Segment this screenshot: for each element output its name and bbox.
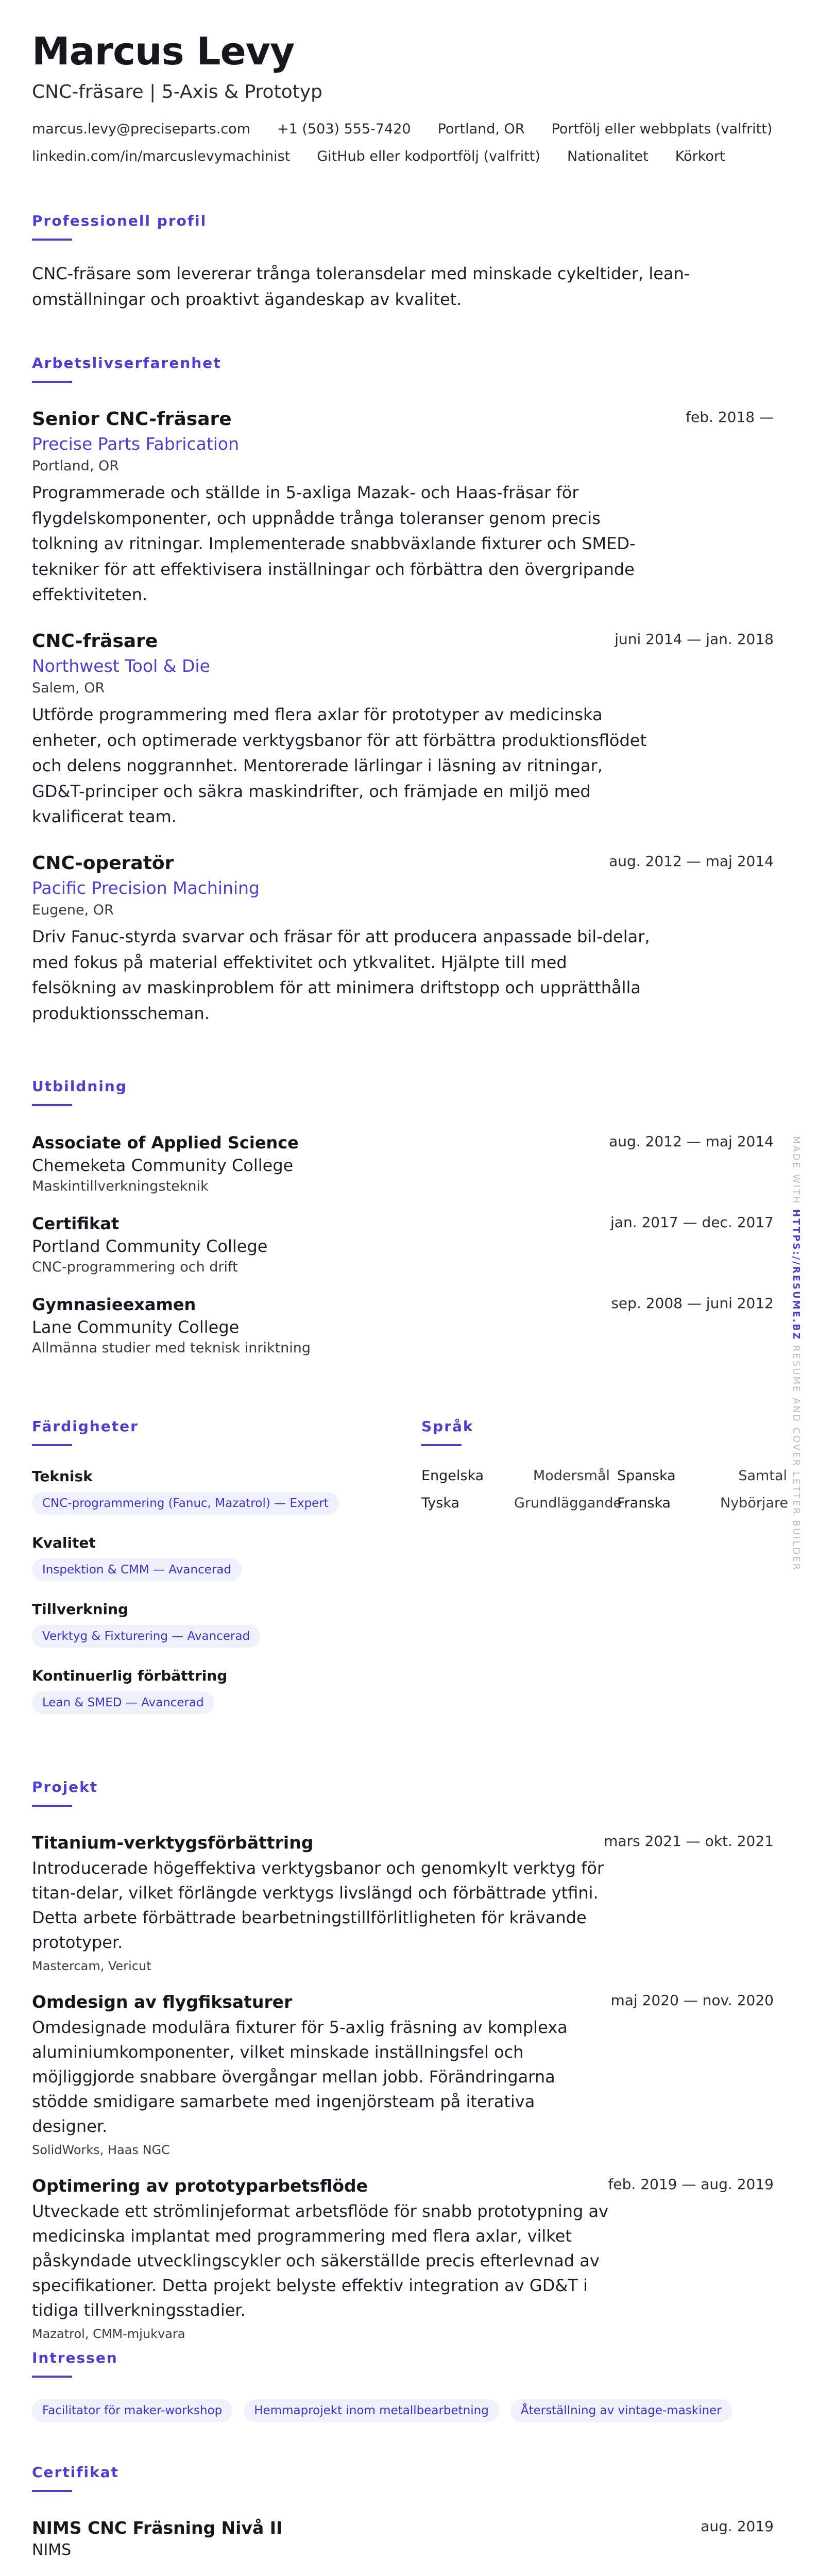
education-school: Portland Community College [32,1236,268,1256]
job-dates: aug. 2012 — maj 2014 [609,852,774,870]
resume-page [32,29,789,2559]
education-section [32,1078,774,1356]
education-dates: jan. 2017 — dec. 2017 [610,1214,774,1231]
project-description: Utveckade ett strömlinjeformat arbetsflöde för snabb prototypning av medicinska implantat med programmering med flera axlar, vilket påskyndade utvecklingscykler och säkerställde precis efterlevnad av specifikationer. Detta projekt belyste effektiv integration av GD&T i tidiga tillverkningsstadier. [32,2201,609,2320]
section-title-certificates: Certifikat [32,2464,120,2481]
section-divider [32,2376,72,2378]
section-title-skills: Färdigheter [32,1418,139,1435]
project-tech: Mazatrol, CMM-mjukvara [32,2327,185,2341]
skill-pill: Lean & SMED — Avancerad [32,1691,214,1714]
interests-section [32,2349,774,2422]
skill-group [32,1468,403,1515]
job-title: Senior CNC-fräsare [32,409,232,430]
interests-list [32,2399,774,2422]
languages-section [421,1418,789,1511]
project-description: Omdesignade modulära fixturer för 5-axlig fräsning av komplexa aluminiumkomponenter, vilket minskade inställningsfel och möjliggjorde snabbare övergångar mellan jobb. Förändringarna stödde smidigare samarbete med ingenjörsteam på iterativa designer. [32,2018,568,2136]
watermark-link[interactable]: HTTPS://RESUME.BZ [791,1209,802,1341]
section-title-education: Utbildning [32,1078,127,1095]
certificate-issuer: NIMS [32,2541,72,2559]
skill-category: Kvalitet [32,1534,96,1551]
contact-drivers-license: Körkort [675,148,725,164]
contact-info [32,121,774,164]
section-divider [32,1805,72,1807]
certificate-name: NIMS CNC Fräsning Nivå II [32,2518,283,2538]
contact-nationality: Nationalitet [567,148,649,164]
education-entry [32,1295,774,1356]
project-entry [32,1992,774,2157]
builder-watermark [791,1136,802,1571]
section-title-interests: Intressen [32,2349,118,2366]
job-title: CNC-fräsare [32,630,158,652]
project-name: Optimering av prototyparbetsflöde [32,2176,368,2196]
job-location: Salem, OR [32,680,105,696]
project-description: Introducerade högeffektiva verktygsbanor och genomkylt verktyg för titan-delar, vilket förlängde verktygs livslängd och förbättrade ytfini. Detta arbete förbättrade bearbetningstillförlitligheten för krävande prototyper. [32,1858,604,1952]
experience-entry [32,853,774,1026]
interest-pill: Facilitator för maker-workshop [32,2399,232,2422]
project-dates: mars 2021 — okt. 2021 [604,1833,774,1850]
contact-github[interactable]: GitHub eller kodportfölj (valfritt) [317,148,540,164]
experience-entry [32,631,774,830]
skill-pill: Inspektion & CMM — Avancerad [32,1558,242,1581]
education-degree: Associate of Applied Science [32,1133,299,1153]
candidate-name: Marcus Levy [32,29,295,74]
contact-email[interactable]: marcus.levy@preciseparts.com [32,121,250,137]
education-entry [32,1133,774,1194]
certificates-section [32,2464,774,2559]
section-divider [32,381,72,383]
watermark-prefix: MADE WITH [791,1136,802,1205]
education-school: Chemeketa Community College [32,1156,294,1175]
language-level: Modersmål [533,1468,610,1484]
job-location: Eugene, OR [32,902,114,918]
language-name: Engelska [421,1468,484,1484]
language-name: Franska [617,1495,671,1511]
job-dates: feb. 2018 — [686,409,774,426]
contact-portfolio[interactable]: Portfölj eller webbplats (valfritt) [551,121,773,137]
education-field: Allmänna studier med teknisk inriktning [32,1340,311,1356]
project-tech: SolidWorks, Haas NGC [32,2143,170,2157]
education-dates: sep. 2008 — juni 2012 [611,1295,774,1312]
experience-section [32,354,774,1026]
profile-text: CNC-fräsare som levererar trånga toleransdelar med minskade cykeltider, lean-omställningar och proaktivt ägandeskap av kvalitet. [32,264,690,309]
projects-section [32,1778,774,2341]
job-company: Precise Parts Fabrication [32,434,240,454]
project-entry [32,1833,774,1973]
experience-entry [32,409,774,608]
certificate-entry [32,2518,774,2559]
section-divider [32,1444,72,1446]
job-dates: juni 2014 — jan. 2018 [615,630,774,648]
languages-list [421,1468,789,1511]
skill-group [32,1601,403,1648]
job-description: Driv Fanuc-styrda svarvar och fräsar för att producera anpassade bil-delar, med fokus på material effektivitet och ytkvalitet. Hjälpte till med felsökning av maskinproblem för att minimera driftstopp och upprätthålla produktionsscheman. [32,926,650,1023]
section-title-languages: Språk [421,1418,474,1435]
certificate-date: aug. 2019 [701,2518,774,2535]
skill-category: Tillverkning [32,1601,129,1618]
skill-category: Teknisk [32,1468,93,1485]
project-name: Omdesign av flygfiksaturer [32,1992,293,2012]
watermark-suffix: RESUME AND COVER LETTER BUILDER [791,1345,802,1572]
project-dates: feb. 2019 — aug. 2019 [608,2176,774,2193]
education-degree: Certifikat [32,1214,120,1233]
skill-group [32,1667,403,1714]
contact-location: Portland, OR [437,121,525,137]
language-level: Nybörjare [720,1495,789,1511]
skill-category: Kontinuerlig förbättring [32,1667,228,1684]
section-title-experience: Arbetslivserfarenhet [32,354,221,371]
language-level: Samtal [738,1468,787,1484]
section-divider [421,1444,462,1446]
education-school: Lane Community College [32,1317,240,1337]
skill-pill: CNC-programmering (Fanuc, Mazatrol) — Expert [32,1492,339,1515]
education-degree: Gymnasieexamen [32,1295,196,1314]
interest-pill: Återställning av vintage-maskiner [510,2399,732,2422]
project-name: Titanium-verktygsförbättring [32,1833,314,1853]
education-dates: aug. 2012 — maj 2014 [609,1133,774,1150]
section-divider [32,1104,72,1106]
profile-section [32,212,774,312]
language-name: Spanska [617,1468,676,1484]
project-dates: maj 2020 — nov. 2020 [610,1992,774,2009]
language-level: Grundläggande [514,1495,622,1511]
skill-pill: Verktyg & Fixturering — Avancerad [32,1625,260,1648]
skill-group [32,1534,403,1581]
candidate-tagline: CNC-fräsare | 5-Axis & Prototyp [32,81,322,103]
job-title: CNC-operatör [32,852,174,874]
job-company: Pacific Precision Machining [32,877,260,898]
job-company: Northwest Tool & Die [32,655,210,676]
job-location: Portland, OR [32,458,120,474]
education-field: Maskintillverkningsteknik [32,1178,209,1194]
contact-phone[interactable]: +1 (503) 555-7420 [277,121,411,137]
section-title-projects: Projekt [32,1778,98,1795]
project-tech: Mastercam, Vericut [32,1959,151,1973]
project-entry [32,2176,774,2341]
education-field: CNC-programmering och drift [32,1259,238,1275]
job-description: Programmerade och ställde in 5-axliga Mazak- och Haas-fräsar för flygdelskomponenter, och uppnådde trånga toleranser genom precis tolkning av ritningar. Implementerade snabbväxlande fixturer och SMED-tekniker för att effektivisera inställningar och förbättra den övergripande effektiviteten. [32,483,636,605]
section-divider [32,2490,72,2492]
section-divider [32,239,72,241]
interest-pill: Hemmaprojekt inom metallbearbetning [244,2399,499,2422]
section-title-profile: Professionell profil [32,212,207,229]
language-name: Tyska [421,1495,460,1511]
education-entry [32,1214,774,1275]
contact-linkedin[interactable]: linkedin.com/in/marcuslevymachinist [32,148,291,164]
job-description: Utförde programmering med flera axlar för prototyper av medicinska enheter, och optimerade verktygsbanor för att förbättra produktionsflödet och delens noggrannhet. Mentorerade lärlingar i läsning av ritningar, GD&T-principer och säkra maskindrifter, och främjade en miljö med kvalificerat team. [32,704,647,827]
skills-section [32,1418,403,1714]
